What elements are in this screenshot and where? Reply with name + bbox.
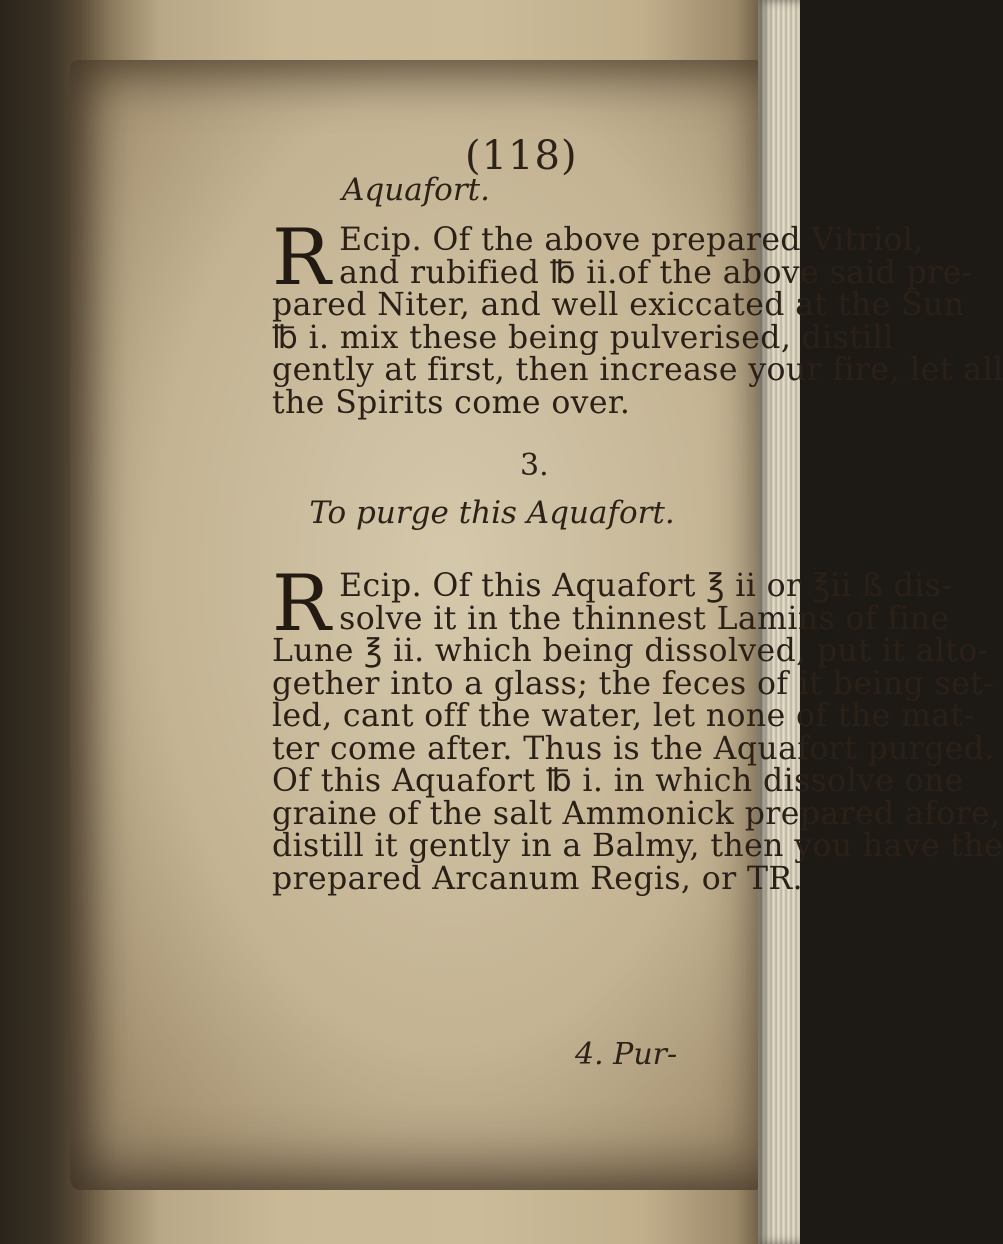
text-line: led, cant off the water, let none of the mat-: [272, 698, 975, 734]
text-line: ter come after. Thus is the Aquafort purged.: [272, 730, 995, 767]
text-line: pared Niter, and well exiccated at the Sun: [272, 287, 965, 323]
text-line: Ecip. Of the above prepared Vitriol,: [339, 222, 924, 258]
drop-cap: R: [272, 213, 332, 303]
text-line: gently at first, then increase your fire, let all: [272, 352, 1003, 388]
text-line: Lune ℥ ii. which being dissolved, put it alto-: [272, 633, 989, 669]
recipe-paragraph-2: [272, 559, 1003, 897]
text-line: gether into a glass; the feces of it being set-: [272, 665, 995, 702]
section-title: To purge this Aquafort.: [309, 495, 675, 531]
drop-cap: R: [272, 559, 332, 649]
text-line: Of this Aquafort ℔ i. in which dissolve one: [272, 763, 964, 799]
recipe-paragraph-1: [272, 213, 1003, 421]
text-line: distill it gently in a Balmy, then you have the: [272, 828, 1003, 864]
running-head: Aquafort.: [342, 172, 490, 208]
text-line: graine of the salt Ammonick prepared afore,: [272, 795, 1001, 832]
text-line: and rubified ℔ ii.of the above said pre-: [339, 254, 973, 291]
text-line: prepared Arcanum Regis, or TR.: [272, 860, 803, 897]
text-line: ℔ i. mix these being pulverised, distill: [272, 319, 894, 356]
section-number: 3.: [520, 448, 549, 483]
text-line: solve it in the thinnest Lamins of fine: [339, 600, 950, 637]
text-line: the Spirits come over.: [272, 384, 631, 421]
page-number: (118): [465, 133, 578, 179]
text-line: Ecip. Of this Aquafort ℥ ii or ℥ii ß dis-: [339, 568, 953, 604]
catchword: 4. Pur-: [575, 1037, 678, 1072]
